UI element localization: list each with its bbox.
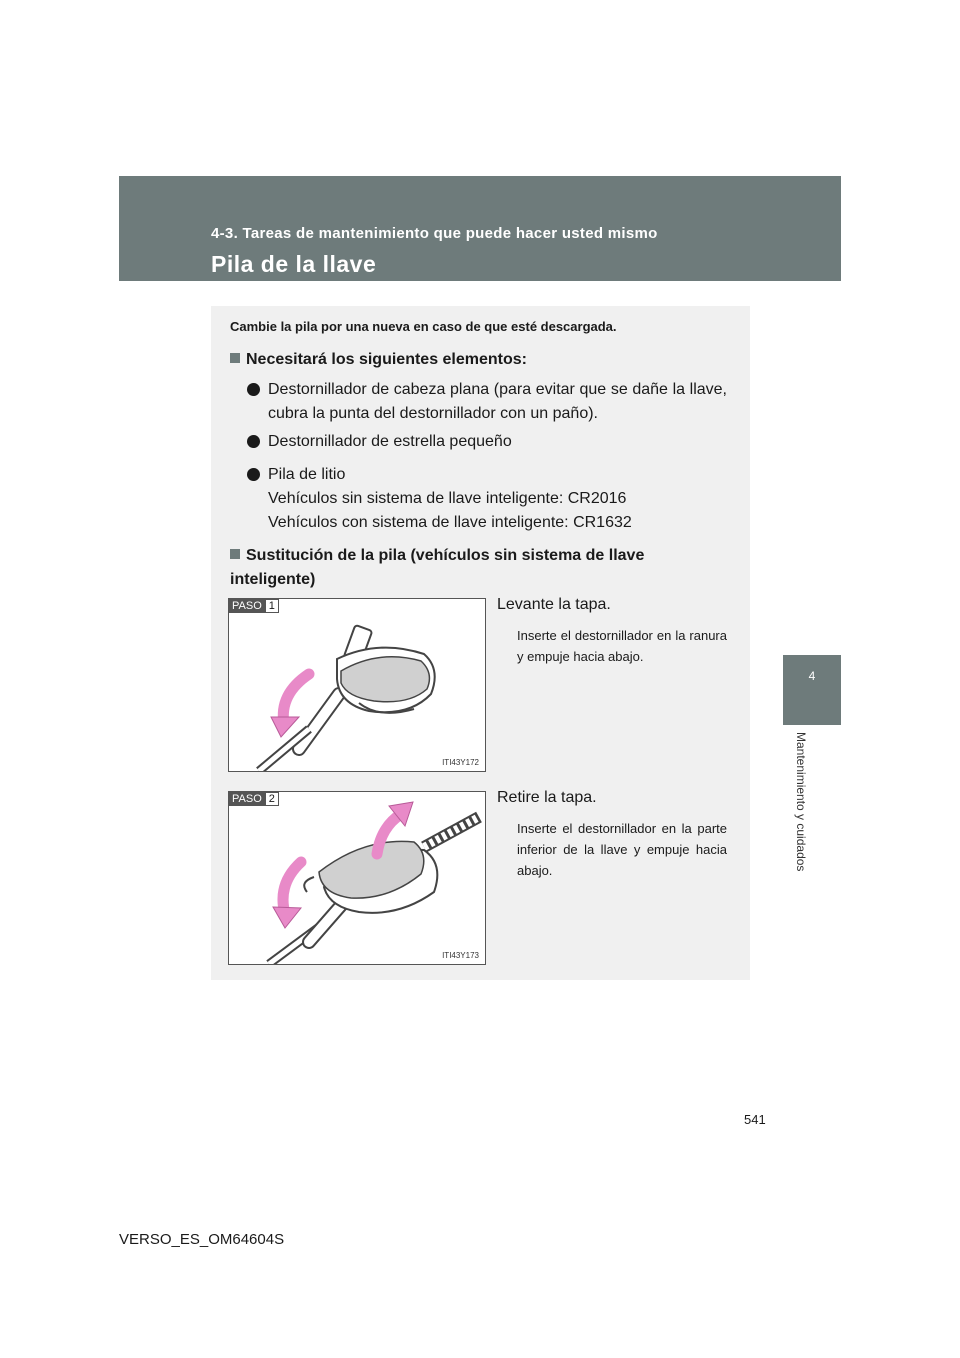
list-item-text <box>268 463 727 535</box>
square-bullet-icon <box>230 353 240 363</box>
page-number: 541 <box>744 1112 766 1127</box>
needed-heading-text: Necesitará los siguientes elementos: <box>246 351 527 368</box>
needed-heading <box>230 351 527 369</box>
step-1-description: Inserte el destornillador en la ranura y empuje hacia abajo. <box>517 628 727 664</box>
intro-text: Cambie la pila por una nueva en caso de que esté descargada. <box>230 319 617 334</box>
key-cover-removal-illustration <box>229 792 485 964</box>
step-1-figure <box>228 598 486 772</box>
step-2-description: Inserte el destornillador en la parte inferior de la llave y empuje hacia abajo. <box>517 821 727 878</box>
list-item-text: Destornillador de estrella pequeño <box>268 433 512 450</box>
replacement-heading-text: Sustitución de la pila (vehículos sin sistema de llave inteligente) <box>230 547 645 588</box>
list-item <box>247 463 727 535</box>
bullet-icon <box>247 468 260 481</box>
chapter-number: 4 <box>808 669 816 683</box>
section-title: 4-3. Tareas de mantenimiento que puede hacer usted mismo <box>211 225 658 242</box>
page-title: Pila de la llave <box>211 251 377 277</box>
battery-type: Pila de litio <box>268 466 346 483</box>
document-code: VERSO_ES_OM64604S <box>119 1231 285 1248</box>
chapter-name: Mantenimiento y cuidados <box>794 732 808 872</box>
step-2-figure <box>228 791 486 965</box>
bullet-icon <box>247 435 260 448</box>
square-bullet-icon <box>230 549 240 559</box>
step-badge: PASO 1 <box>229 599 279 613</box>
battery-smart-key: Vehículos con sistema de llave inteligente: CR1632 <box>268 514 632 531</box>
chapter-tab[interactable] <box>783 655 841 725</box>
step-1-title: Levante la tapa. <box>497 596 611 613</box>
list-item-text: Destornillador de cabeza plana (para evitar que se dañe la llave, cubra la punta del destornillador con un paño). <box>268 381 727 422</box>
figure-code: ITI43Y173 <box>442 951 479 960</box>
list-item <box>247 378 727 426</box>
step-badge: PASO 2 <box>229 792 279 806</box>
figure-code: ITI43Y172 <box>442 758 479 767</box>
replacement-heading <box>230 544 730 592</box>
step-2-title: Retire la tapa. <box>497 789 597 806</box>
bullet-icon <box>247 383 260 396</box>
list-item <box>247 430 727 454</box>
key-cover-lift-illustration <box>229 599 485 771</box>
battery-no-smart-key: Vehículos sin sistema de llave inteligente: CR2016 <box>268 490 627 507</box>
